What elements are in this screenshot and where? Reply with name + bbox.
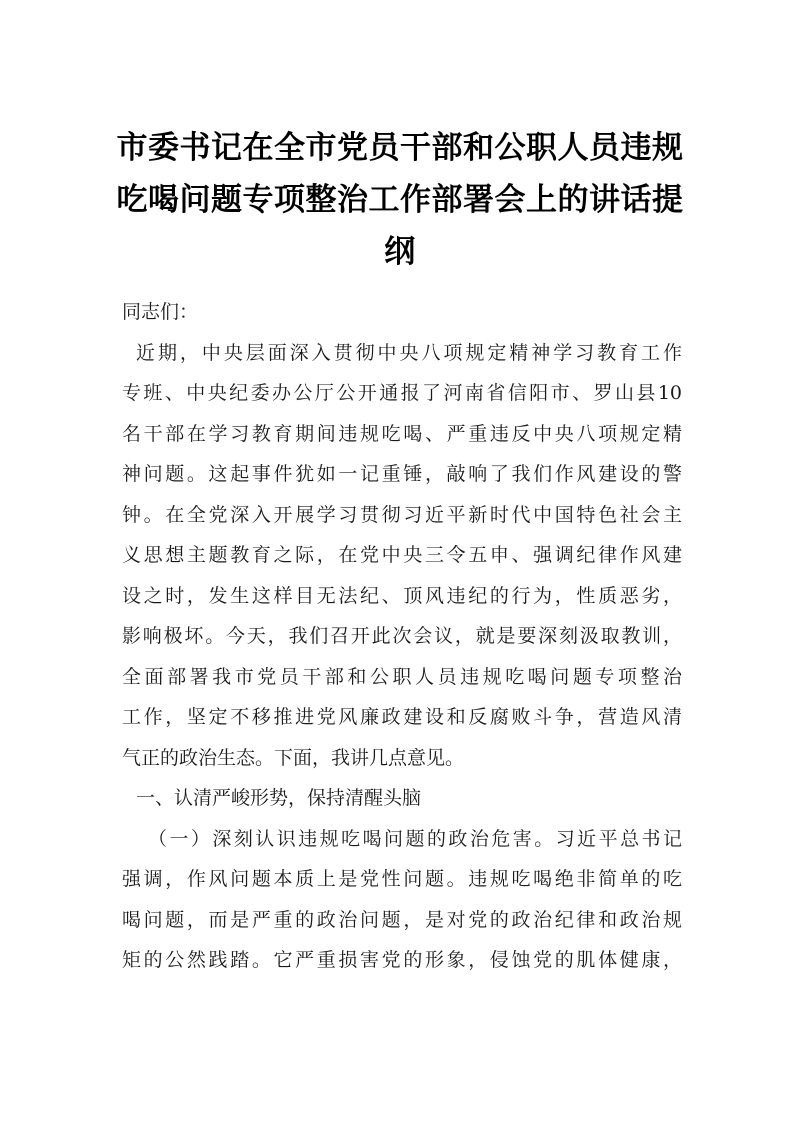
- paragraph-line: 气正的政治生态。下面，我讲几点意见。: [122, 746, 465, 769]
- subsection-line: 强调，作风问题本质上是党性问题。违规吃喝绝非简单的吃: [122, 868, 682, 890]
- paragraph-line: 设之时，发生这样目无法纪、顶风违纪的行为，性质恶劣，: [122, 584, 682, 607]
- paragraph-line: 神问题。这起事件犹如一记重锤，敲响了我们作风建设的警: [122, 463, 682, 485]
- paragraph-line: 近期，中央层面深入贯彻中央八项规定精神学习教育工作: [136, 341, 682, 364]
- subsection-line: 矩的公然践踏。它严重损害党的形象，侵蚀党的肌体健康，: [122, 949, 682, 971]
- paragraph-line: 专班、中央纪委办公厅公开通报了河南省信阳市、罗山县10: [122, 382, 682, 404]
- title-line: 纲: [384, 234, 416, 270]
- paragraph-line: 钟。在全党深入开展学习贯彻习近平新时代中国特色社会主: [122, 503, 682, 526]
- salutation: 同志们：: [122, 301, 199, 323]
- paragraph-line: 工作，坚定不移推进党风廉政建设和反腐败斗争，营造风清: [122, 706, 682, 728]
- paragraph-line: 全面部署我市党员干部和公职人员违规吃喝问题专项整治: [122, 665, 682, 688]
- paragraph-line: 名干部在学习教育期间违规吃喝、严重违反中央八项规定精: [122, 422, 682, 445]
- subsection-line: 喝问题，而是严重的政治问题，是对党的政治纪律和政治规: [122, 908, 682, 931]
- title-line: 吃喝问题专项整治工作部署会上的讲话提: [116, 182, 684, 218]
- document-title: [100, 122, 700, 278]
- paragraph-line: 影响极坏。今天，我们召开此次会议，就是要深刻汲取教训，: [122, 625, 682, 647]
- subsection-line: （一）深刻认识违规吃喝问题的政治危害。习近平总书记: [148, 827, 682, 850]
- paragraph-line: 义思想主题教育之际，在党中央三令五申、强调纪律作风建: [122, 544, 682, 566]
- document-body: [122, 292, 682, 981]
- title-line: 市委书记在全市党员干部和公职人员违规: [116, 130, 684, 166]
- section-heading: 一、认清严峻形势，保持清醒头脑: [136, 787, 422, 809]
